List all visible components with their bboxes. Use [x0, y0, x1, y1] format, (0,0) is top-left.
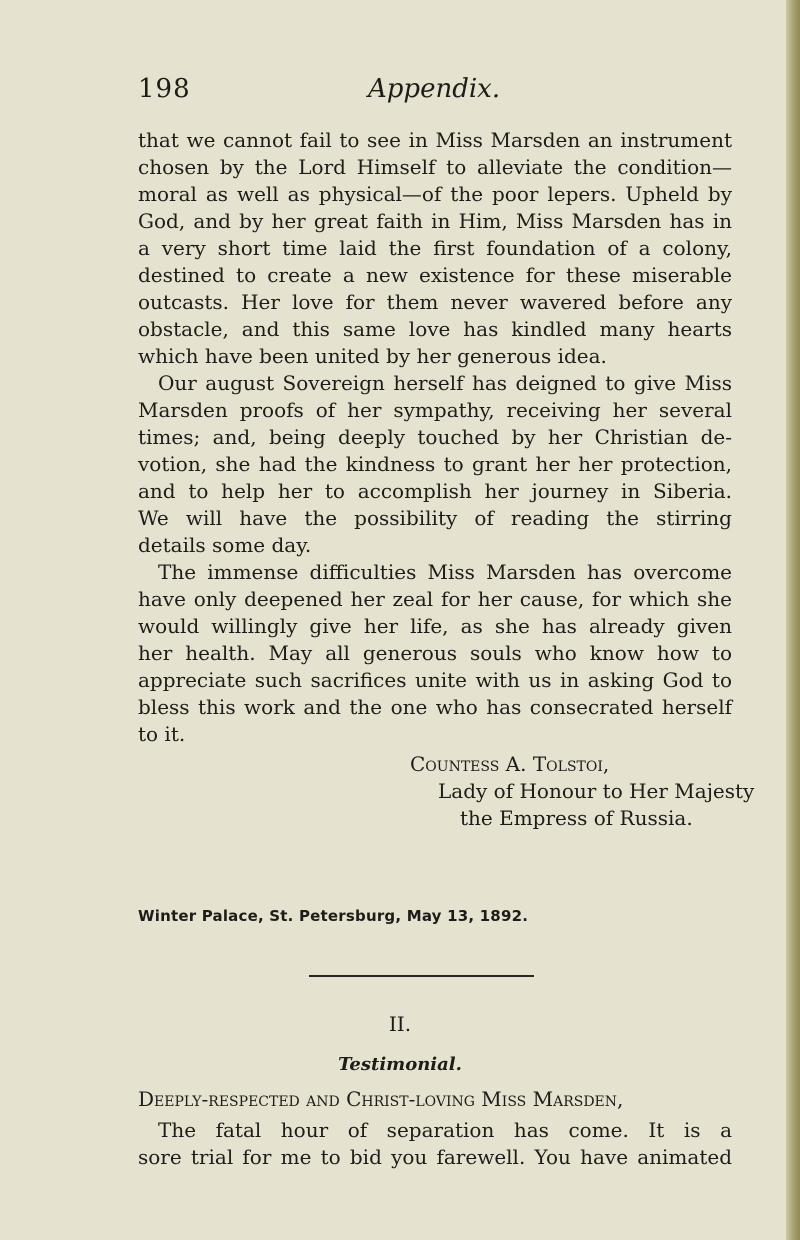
body-line: appreciate such sacrifices unite with us in asking God to — [138, 668, 732, 692]
salutation: Deeply-respected and Christ-loving Miss Marsden, — [138, 1087, 624, 1111]
body-line: would willingly give her life, as she has already given — [138, 614, 732, 638]
body-line: obstacle, and this same love has kindled many hearts — [138, 317, 732, 341]
body-line: moral as well as physical—of the poor lepers. Upheld by — [138, 182, 732, 206]
running-title: Appendix. — [368, 74, 501, 104]
body-line: a very short time laid the first foundation of a colony, — [138, 236, 732, 260]
signature-title: the Empress of Russia. — [460, 806, 693, 830]
body-line: her health. May all generous souls who know how to — [138, 641, 732, 665]
section-divider — [309, 975, 534, 977]
body-line: sore trial for me to bid you farewell. You have animated — [138, 1145, 732, 1169]
body-line: which have been united by her generous idea. — [138, 344, 607, 368]
running-head — [138, 74, 698, 106]
body-line: times; and, being deeply touched by her Christian de- — [138, 425, 732, 449]
body-line: The immense difficulties Miss Marsden has overcome — [158, 560, 732, 584]
body-line: outcasts. Her love for them never wavered before any — [138, 290, 732, 314]
page-number: 198 — [138, 74, 191, 104]
body-line: Our august Sovereign herself has deigned to give Miss — [158, 371, 732, 395]
section-title: Testimonial. — [338, 1054, 462, 1075]
signature-name: Countess A. Tolstoi, — [410, 752, 610, 776]
body-line: that we cannot fail to see in Miss Marsden an instrument — [138, 128, 732, 152]
body-line: We will have the possibility of reading the stirring — [138, 506, 732, 530]
body-line: have only deepened her zeal for her cause, for which she — [138, 587, 732, 611]
signature-title: Lady of Honour to Her Majesty — [438, 779, 755, 803]
body-line: details some day. — [138, 533, 312, 557]
body-line: God, and by her great faith in Him, Miss Marsden has in — [138, 209, 732, 233]
testimonial-body — [138, 1117, 732, 1171]
dateline: Winter Palace, St. Petersburg, May 13, 1892. — [138, 907, 529, 925]
body-line: votion, she had the kindness to grant her her protection, — [138, 452, 732, 476]
body-line: bless this work and the one who has consecrated herself — [138, 695, 732, 719]
page-edge-shadow — [786, 0, 800, 1240]
body-line: destined to create a new existence for these miserable — [138, 263, 732, 287]
body-line: chosen by the Lord Himself to alleviate the condition— — [138, 155, 732, 179]
body-line: Marsden proofs of her sympathy, receiving her several — [138, 398, 732, 422]
body-line: The fatal hour of separation has come. It is a — [158, 1118, 732, 1142]
section-number: II. — [388, 1012, 412, 1036]
body-line: and to help her to accomplish her journey in Siberia. — [138, 479, 732, 503]
letter-body — [138, 127, 732, 748]
body-line: to it. — [138, 722, 186, 746]
